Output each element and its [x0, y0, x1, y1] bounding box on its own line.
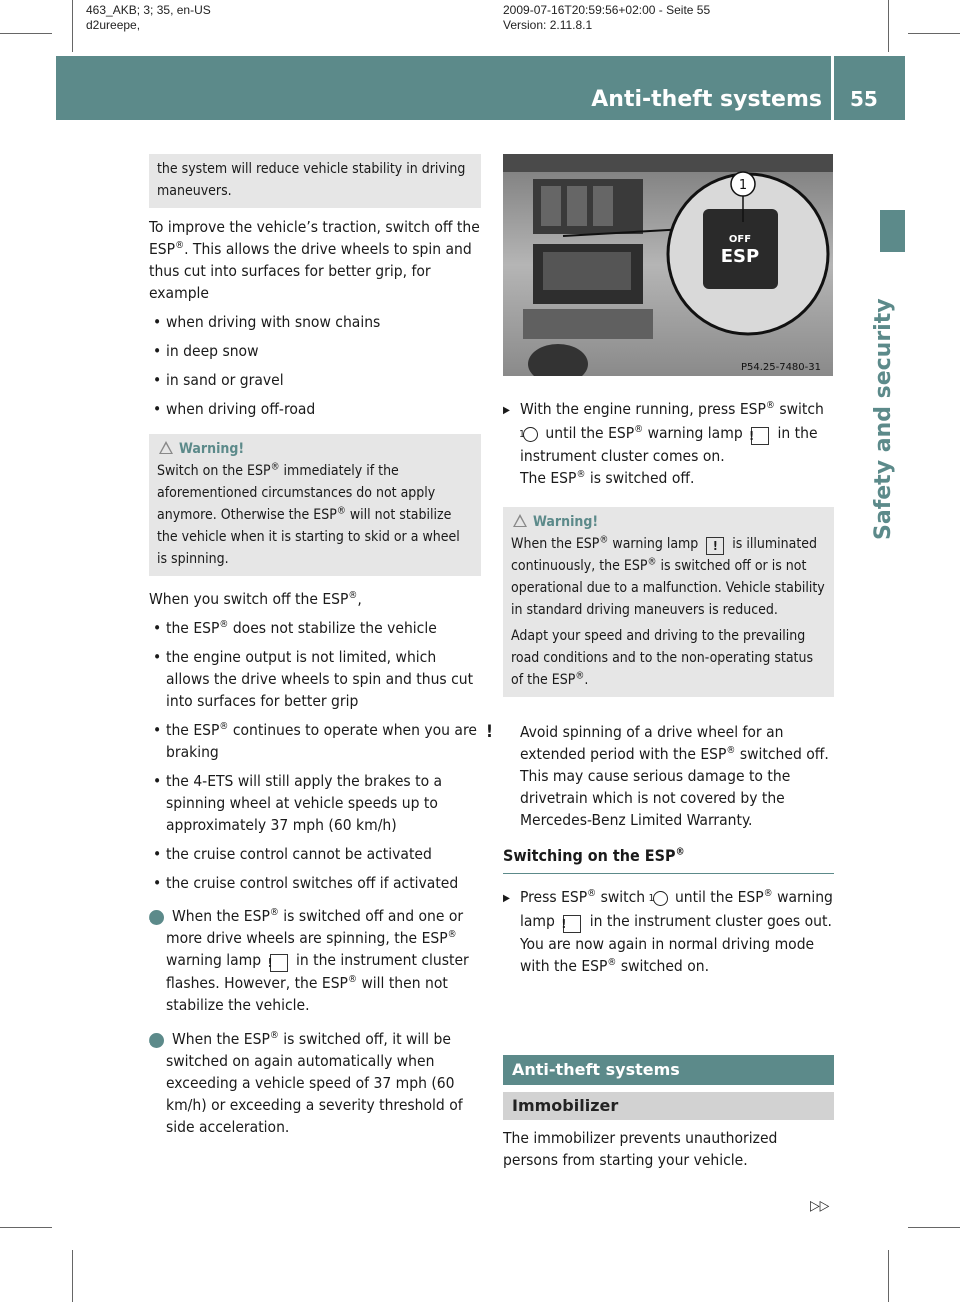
instruction-step: ▶ With the engine running, press ESP® switch 1 until the ESP® warning lamp ! in the instrument cluster comes on. — [503, 398, 834, 467]
info-icon: i — [149, 910, 164, 925]
section-subheading: Switching on the ESP® — [503, 845, 834, 874]
side-tab-marker — [880, 210, 905, 252]
warning-text: Switch on the ESP® immediately if the aforementioned circumstances do not apply anymore. Otherwise the ESP® will not stabilize the vehicle when it is starting to skid or a wheel is spinning. — [157, 461, 460, 567]
info-icon: i — [149, 1033, 164, 1048]
esp-warning-lamp-icon: ! — [706, 537, 724, 555]
crop-mark — [0, 33, 52, 34]
print-meta-left — [86, 3, 211, 33]
crop-mark — [0, 1227, 52, 1228]
side-tab-label: Safety and security — [871, 298, 896, 540]
list-item: • the 4-ETS will still apply the brakes to a spinning wheel at vehicle speeds up to approximately 37 mph (60 km/h) — [149, 770, 481, 836]
bullet-list — [149, 311, 481, 420]
figure-button-off-label: OFF — [728, 234, 752, 245]
paragraph: To improve the vehicle’s traction, switch off the ESP®. This allows the drive wheels to spin and thus cut into surfaces for better grip, for example — [149, 218, 480, 302]
list-item: • the engine output is not limited, which allows the drive wheels to spin and thus cut into surfaces for better grip — [149, 646, 481, 712]
crop-mark — [908, 33, 960, 34]
esp-warning-lamp-icon: ! — [563, 915, 581, 933]
header-separator — [831, 56, 834, 120]
instruction-result: The ESP® is switched off. — [520, 468, 695, 487]
paragraph: The immobilizer prevents unauthorized persons from starting your vehicle. — [503, 1129, 778, 1169]
crop-mark — [888, 0, 889, 52]
crop-mark — [908, 1227, 960, 1228]
section-heading-bar: Anti-theft systems — [503, 1055, 834, 1085]
list-item: • when driving off-road — [149, 398, 481, 420]
info-note: i When the ESP® is switched off, it will be switched on again automatically when exceeding a vehicle speed of 37 mph (60 km/h) or exceeding a severity threshold of side acceleration. — [145, 1029, 463, 1136]
list-item: • in sand or gravel — [149, 369, 481, 391]
meta-line: 463_AKB; 3; 35, en-US — [86, 3, 211, 17]
esp-warning-lamp-icon: ! — [751, 427, 769, 445]
warning-box — [503, 507, 834, 697]
list-item: • in deep snow — [149, 340, 481, 362]
callout-1-icon: 1 — [523, 427, 538, 442]
meta-line: d2ureepe, — [86, 18, 141, 32]
dashboard-illustration — [503, 154, 833, 376]
crop-mark — [888, 1250, 889, 1302]
continue-arrows-icon: ▷▷ — [810, 1198, 830, 1214]
instruction-result: You are now again in normal driving mode with the ESP® switched on. — [520, 935, 815, 975]
warning-text: When the ESP® warning lamp ! is illuminated continuously, the ESP® is switched off or is not operational due to a malfunction. Vehicle stability in standard driving maneuvers is reduced. — [511, 534, 825, 618]
figure-button-esp-label: ESP — [720, 246, 760, 267]
figure-callout-number: 1 — [738, 178, 748, 193]
crop-mark — [72, 0, 73, 52]
meta-line: 2009-07-16T20:59:56+02:00 - Seite 55 — [503, 3, 711, 17]
page-number: 55 — [850, 87, 878, 111]
left-column — [145, 154, 481, 1138]
warning-heading: Warning! — [511, 511, 826, 533]
warning-box — [149, 434, 481, 576]
caution-note: ! Avoid spinning of a drive wheel for an extended period with the ESP® switched off. This may cause serious damage to the drivetrain which is not covered by the Mercedes-Benz Limited Warranty. — [486, 722, 829, 829]
callout-1-icon: 1 — [653, 891, 668, 906]
warning-heading: Warning! — [157, 438, 473, 460]
figure-dashboard — [503, 154, 833, 376]
right-column — [486, 398, 834, 977]
info-note: i When the ESP® is switched off and one or more drive wheels are spinning, the ESP® warning lamp ! in the instrument cluster flashes. However, the ESP® will then not stabilize the vehicle. — [145, 906, 469, 1014]
warning-triangle-icon — [159, 441, 173, 454]
list-item: • the ESP® does not stabilize the vehicle — [149, 617, 481, 639]
instruction-step: ▶ Press ESP® switch 1 until the ESP® warning lamp ! in the instrument cluster goes out. — [503, 886, 834, 933]
subsection-heading-bar: Immobilizer — [503, 1092, 834, 1120]
print-meta-right — [503, 3, 710, 33]
note-continuation: the system will reduce vehicle stability in driving maneuvers. — [149, 154, 481, 208]
list-item: • the cruise control switches off if activated — [149, 872, 481, 894]
warning-triangle-icon — [513, 514, 527, 527]
esp-warning-lamp-icon: ! — [270, 954, 288, 972]
caution-exclamation-icon: ! — [486, 722, 493, 742]
list-item: • the cruise control cannot be activated — [149, 843, 481, 865]
immobilizer-text — [503, 1127, 834, 1171]
crop-mark — [72, 1250, 73, 1302]
figure-code: P54.25-7480-31 — [740, 362, 821, 373]
warning-text: Adapt your speed and driving to the prevailing road conditions and to the non-operating status of the ESP®. — [511, 628, 814, 688]
paragraph: When you switch off the ESP®, — [149, 589, 362, 608]
page-header-title: Anti-theft systems — [591, 87, 822, 112]
meta-line: Version: 2.11.8.1 — [503, 18, 593, 32]
list-item: • when driving with snow chains — [149, 311, 481, 333]
list-item: • the ESP® continues to operate when you are braking — [149, 719, 481, 763]
